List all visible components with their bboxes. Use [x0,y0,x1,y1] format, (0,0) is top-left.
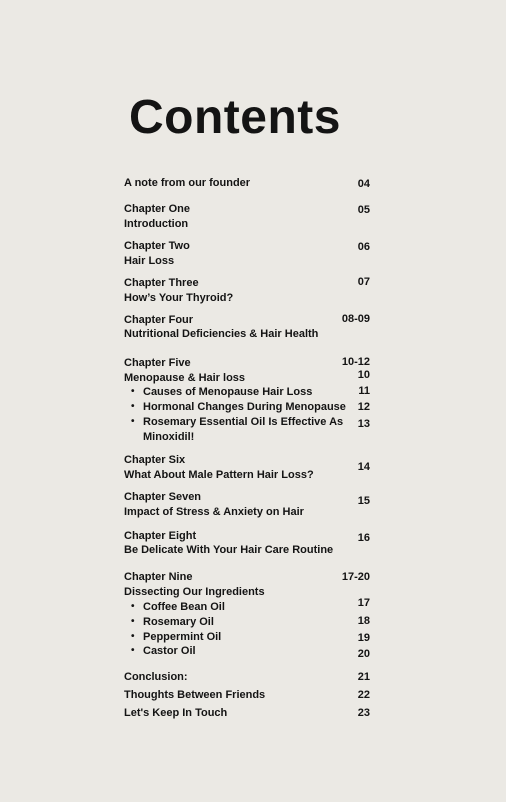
chapter-label[interactable]: Chapter Eight [124,530,197,542]
page-title: Contents [129,91,341,144]
toc-entry-conclusion[interactable]: Conclusion: [124,671,188,683]
page-number: 11 [358,385,370,397]
chapter-title[interactable]: Menopause & Hair loss [124,372,246,384]
subentry-label[interactable]: Coffee Bean Oil [143,601,225,613]
subentry-label[interactable]: Peppermint Oil [143,631,222,643]
page-number: 16 [357,532,370,544]
page-number: 06 [357,241,370,253]
toc-entry-keep-in-touch[interactable]: Let's Keep In Touch [124,707,228,719]
page-number: 17 [357,597,370,609]
page-number: 05 [357,204,370,216]
page-number: 21 [357,671,370,683]
chapter-title[interactable]: Be Delicate With Your Hair Care Routine [124,544,334,556]
subentry-label-continued[interactable]: Minoxidil! [143,431,195,443]
chapter-title[interactable]: Nutritional Deficiencies & Hair Health [124,328,319,340]
subentry-label[interactable]: Rosemary Essential Oil Is Effective As [143,416,344,428]
chapter-title[interactable]: Hair Loss [124,255,175,267]
chapter-label[interactable]: Chapter Four [124,314,194,326]
chapter-label[interactable]: Chapter Three [124,277,199,289]
bullet: • [131,401,135,412]
bullet: • [131,631,135,642]
bullet: • [131,645,135,656]
subentry-label[interactable]: Castor Oil [143,645,196,657]
page-number: 10 [357,369,370,381]
page-number: 20 [357,648,370,660]
page-number: 10-12 [341,356,370,368]
page-number: 22 [357,689,370,701]
page-number: 13 [357,418,370,430]
subentry-label[interactable]: Rosemary Oil [143,616,214,628]
page-number: 08-09 [341,313,370,325]
subentry-label[interactable]: Hormonal Changes During Menopause [143,401,346,413]
bullet: • [131,386,135,397]
chapter-label[interactable]: Chapter Two [124,240,190,252]
bullet: • [131,416,135,427]
page-number: 23 [357,707,370,719]
page-number: 17-20 [341,571,370,583]
bullet: • [131,616,135,627]
bullet: • [131,601,135,612]
chapter-title[interactable]: Introduction [124,218,189,230]
chapter-title[interactable]: What About Male Pattern Hair Loss? [124,469,314,481]
chapter-title[interactable]: Impact of Stress & Anxiety on Hair [124,506,304,518]
chapter-label[interactable]: Chapter Seven [124,491,202,503]
chapter-title[interactable]: How’s Your Thyroid? [124,292,234,304]
chapter-label[interactable]: Chapter One [124,203,191,215]
page-number: 15 [357,495,370,507]
page-number: 19 [357,632,370,644]
subentry-label[interactable]: Causes of Menopause Hair Loss [143,386,313,398]
chapter-title[interactable]: Dissecting Our Ingredients [124,586,265,598]
page-number: 14 [357,461,370,473]
toc-entry-founder[interactable]: A note from our founder [124,177,251,189]
page-number: 04 [357,178,370,190]
chapter-label[interactable]: Chapter Five [124,357,191,369]
page-number: 18 [357,615,370,627]
toc-entry-thoughts[interactable]: Thoughts Between Friends [124,689,266,701]
chapter-label[interactable]: Chapter Six [124,454,186,466]
page-number: 12 [357,401,370,413]
chapter-label[interactable]: Chapter Nine [124,571,193,583]
page-number: 07 [357,276,370,288]
